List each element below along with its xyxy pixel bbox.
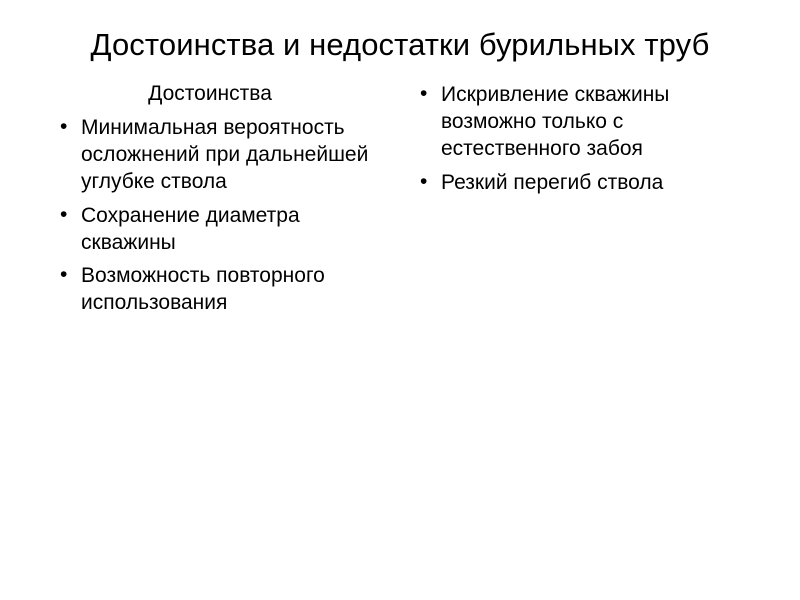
advantages-list	[58, 114, 392, 317]
page-title: Достоинства и недостатки бурильных труб	[90, 27, 710, 62]
advantages-column	[28, 81, 400, 323]
advantages-heading: Достоинства	[148, 81, 272, 105]
list-item: • Возможность повторного использования	[58, 262, 392, 317]
list-item: • Сохранение диаметра скважины	[58, 202, 392, 257]
disadvantages-list	[418, 81, 768, 196]
disadvantages-column	[400, 81, 772, 202]
list-item: • Минимальная вероятность осложнений при дальнейшей углубке ствола	[58, 114, 392, 196]
list-item: • Искривление скважины возможно только с естественного забоя	[418, 81, 768, 163]
list-item: • Резкий перегиб ствола	[418, 169, 768, 196]
two-column-body	[0, 65, 800, 323]
